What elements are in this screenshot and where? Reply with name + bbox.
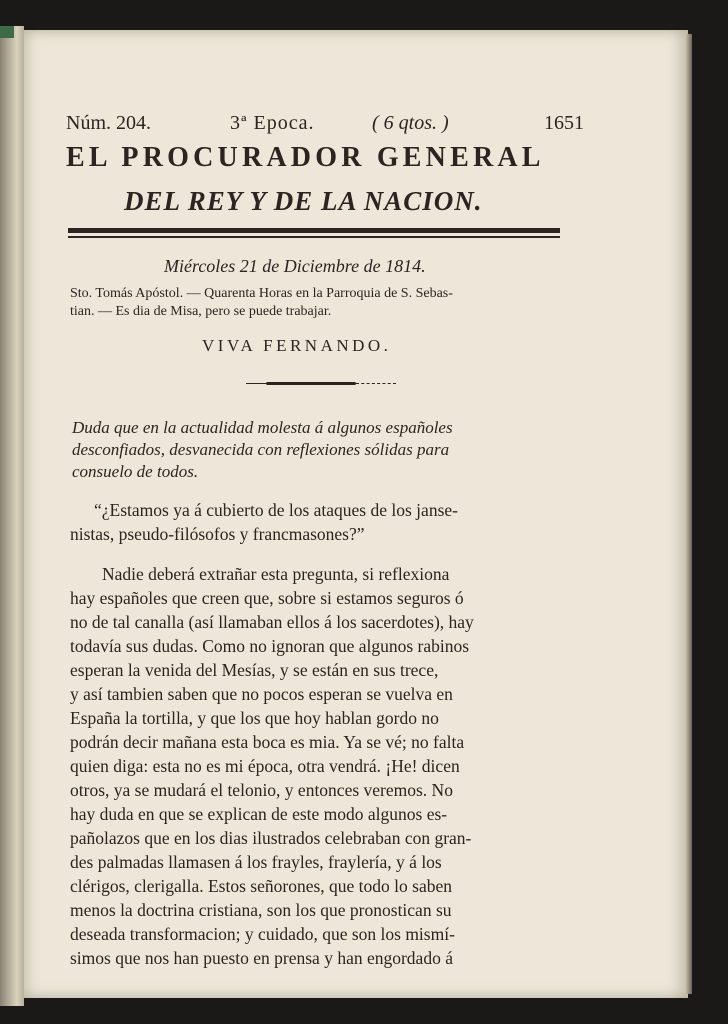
article-subtitle-line: desconfiados, desvanecida con reflexiones sólidas para [72, 440, 450, 459]
masthead-rule-thin [68, 236, 560, 238]
quote-line: “¿Estamos ya á cubierto de los ataques de los janse- [94, 500, 458, 520]
body-line: otros, ya se mudará el telonio, y entonces veremos. No [70, 780, 453, 800]
saints-line-1: Sto. Tomás Apóstol. — Quarenta Horas en la Parroquia de S. Sebas- [70, 286, 453, 301]
article-subtitle-line: Duda que en la actualidad molesta á algunos españoles [72, 418, 453, 437]
quartos-label: ( 6 qtos. ) [372, 112, 449, 134]
body-line: hay españoles que creen que, sobre si estamos seguros ó [70, 588, 464, 608]
body-line: y así tambien saben que no pocos esperan se vuelva en [70, 684, 453, 704]
quote-line: nistas, pseudo-filósofos y francmasones?” [70, 524, 365, 544]
epoca-label: 3ª Epoca. [230, 112, 315, 134]
masthead-rule-thick [68, 228, 560, 233]
article-subtitle-line: consuelo de todos. [72, 462, 199, 481]
body-line: pañolazos que en los dias ilustrados celebraban con gran- [70, 828, 472, 848]
body-line: des palmadas llamasen á los frayles, fraylería, y á los [70, 852, 442, 872]
body-line: podrán decir mañana esta boca es mia. Ya se vé; no falta [70, 732, 465, 752]
body-line: Nadie deberá extrañar esta pregunta, si reflexiona [102, 564, 450, 584]
body-line: España la tortilla, y que los que hoy hablan gordo no [70, 708, 439, 728]
body-line: hay duda en que se explican de este modo algunos es- [70, 804, 448, 824]
masthead-subtitle: DEL REY Y DE LA NACION. [124, 186, 483, 216]
body-line: deseada transformacion; y cuidado, que son los mismí- [70, 924, 455, 944]
ornamental-divider [246, 382, 396, 386]
viva-fernando: VIVA FERNANDO. [202, 336, 392, 355]
saints-line-2: tian. — Es dia de Misa, pero se puede trabajar. [70, 304, 332, 319]
dateline: Miércoles 21 de Diciembre de 1814. [164, 256, 426, 276]
body-line: simos que nos han puesto en prensa y han engordado á [70, 948, 453, 968]
masthead-title: EL PROCURADOR GENERAL [66, 142, 545, 173]
page-number: 1651 [544, 112, 584, 134]
body-line: clérigos, clerigalla. Estos señorones, que todo lo saben [70, 876, 452, 896]
body-line: todavía sus dudas. Como no ignoran que algunos rabinos [70, 636, 470, 656]
body-line: no de tal canalla (así llamaban ellos á los sacerdotes), hay [70, 612, 474, 632]
newspaper-page [24, 30, 688, 998]
body-line: quien diga: esta no es mi época, otra vendrá. ¡He! dicen [70, 756, 460, 776]
body-line: menos la doctrina cristiana, son los que pronostican su [70, 900, 452, 920]
bookmark-tab [0, 26, 14, 38]
body-line: esperan la venida del Mesías, y se están en sus trece, [70, 660, 439, 680]
left-page-edge [0, 26, 24, 1006]
issue-number: Núm. 204. [66, 112, 151, 134]
right-page-edge [686, 34, 692, 994]
